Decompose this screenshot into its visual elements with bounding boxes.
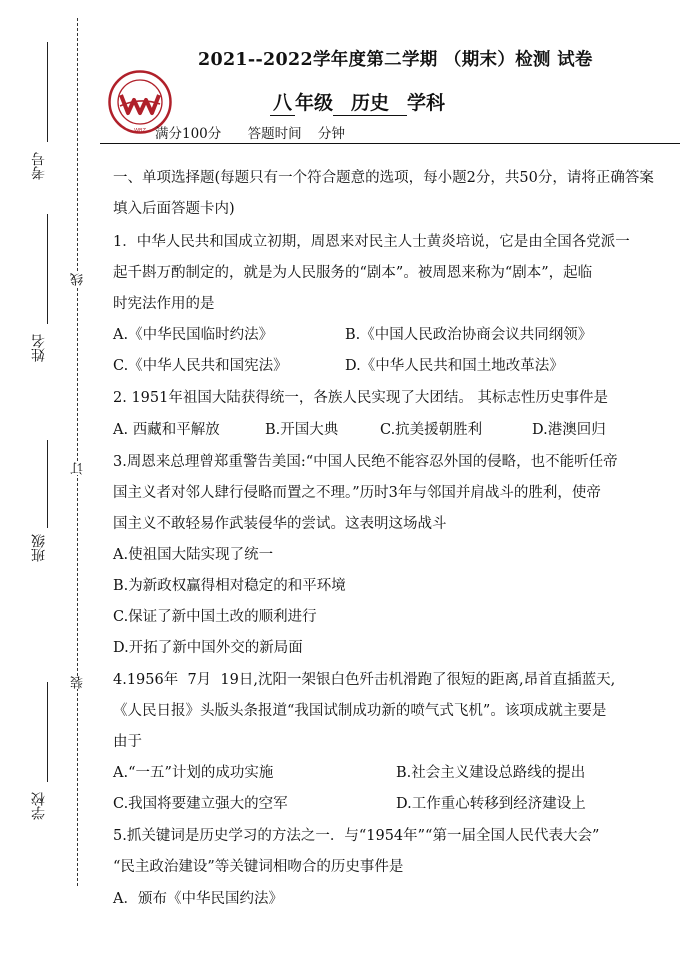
header-divider	[100, 143, 680, 144]
question-2-option-d: D.港澳回归	[532, 422, 606, 438]
question-1-line2: 起千斟万酌制定的，就是为人民服务的“剧本”。被周恩来称为“剧本”，起临	[113, 265, 593, 281]
binding-dashed-line	[77, 18, 78, 886]
question-5-line2: “民主政治建设”等关键词相吻合的历史事件是	[113, 859, 404, 875]
question-1-option-d: D.《中华人民共和国土地改革法》	[345, 358, 564, 374]
question-2-option-c: C.抗美援朝胜利	[380, 422, 483, 438]
name-blank	[47, 214, 48, 324]
question-1-option-c: C.《中华人民共和国宪法》	[113, 358, 288, 374]
question-2-option-b: B.开国大典	[265, 422, 339, 438]
exam-title: 2021--2022学年度第二学期 （期末）检测 试卷	[198, 50, 593, 70]
question-3-option-a: A.使祖国大陆实现了统一	[113, 547, 274, 563]
name-label: 姓名	[31, 334, 47, 362]
time-label: 答题时间	[247, 126, 302, 142]
cut-mark-pack: 装	[71, 676, 86, 689]
class-label: 班级	[31, 534, 47, 562]
question-5-option-a: A．颁布《中华民国约法》	[113, 891, 283, 907]
question-3-option-b: B.为新政权赢得相对稳定的和平环境	[113, 578, 346, 594]
cut-mark-bind: 订	[71, 462, 86, 475]
question-3-line3: 国主义不敢轻易作武装侵华的尝试。这表明这场战斗	[113, 516, 447, 532]
exam-info-line	[155, 122, 367, 142]
question-4-option-b: B.社会主义建设总路线的提出	[396, 765, 586, 781]
question-3-option-d: D.开拓了新中国外交的新局面	[113, 640, 303, 656]
question-4-line1: 4.1956年 7月 19日,沈阳一架银白色歼击机滑跑了很短的距离,昂首直插蓝天,	[113, 672, 616, 688]
exam-number-label: 考号	[31, 152, 47, 180]
cut-mark-line: 线	[71, 273, 86, 286]
subject-value: 历史	[333, 88, 407, 116]
school-label: 学校	[31, 792, 47, 820]
grade-value: 八	[270, 88, 295, 116]
time-unit: 分钟	[317, 126, 345, 142]
full-score: 满分100分	[155, 126, 222, 142]
question-1-option-b: B.《中国人民政治协商会议共同纲领》	[345, 327, 593, 343]
class-blank	[47, 440, 48, 528]
question-3-line2: 国主义者对邻人肆行侵略而置之不理。”历时3年与邻国并肩战斗的胜利，使帝	[113, 485, 601, 501]
question-1-option-a: A.《中华民国临时约法》	[113, 327, 274, 343]
question-2-option-a: A. 西藏和平解放	[113, 422, 220, 438]
question-4-line3: 由于	[113, 734, 142, 750]
question-4-option-d: D.工作重心转移到经济建设上	[396, 796, 586, 812]
section-heading-line1: 一、单项选择题(每题只有一个符合题意的选项，每小题2分，共50分，请将正确答案	[113, 170, 654, 186]
question-4-option-a: A.“一五”计划的成功实施	[113, 765, 274, 781]
grade-suffix: 年级	[295, 92, 334, 114]
question-1-line3: 时宪法作用的是	[113, 296, 215, 312]
subject-suffix: 学科	[407, 92, 446, 114]
question-4-line2: 《人民日报》头版头条报道“我国试制成功新的喷气式飞机”。该项成就主要是	[113, 703, 607, 719]
exam-number-blank	[47, 42, 48, 142]
question-5-line1: 5.抓关键词是历史学习的方法之一．与“1954年”“第一届全国人民代表大会”	[113, 828, 600, 844]
question-2-line1: 2. 1951年祖国大陆获得统一，各族人民实现了大团结。 其标志性历史事件是	[113, 390, 608, 406]
question-3-line1: 3.周恩来总理曾郑重警告美国:“中国人民绝不能容忍外国的侵略，也不能听任帝	[113, 454, 618, 470]
question-3-option-c: C.保证了新中国土改的顺利进行	[113, 609, 317, 625]
section-heading-line2: 填入后面答题卡内)	[113, 201, 235, 217]
school-blank	[47, 682, 48, 782]
grade-subject-line	[270, 88, 445, 116]
logo-text: WBZ	[134, 128, 146, 134]
question-1-line1: 1．中华人民共和国成立初期，周恩来对民主人士黄炎培说，它是由全国各党派一	[113, 234, 630, 250]
question-4-option-c: C.我国将要建立强大的空军	[113, 796, 288, 812]
